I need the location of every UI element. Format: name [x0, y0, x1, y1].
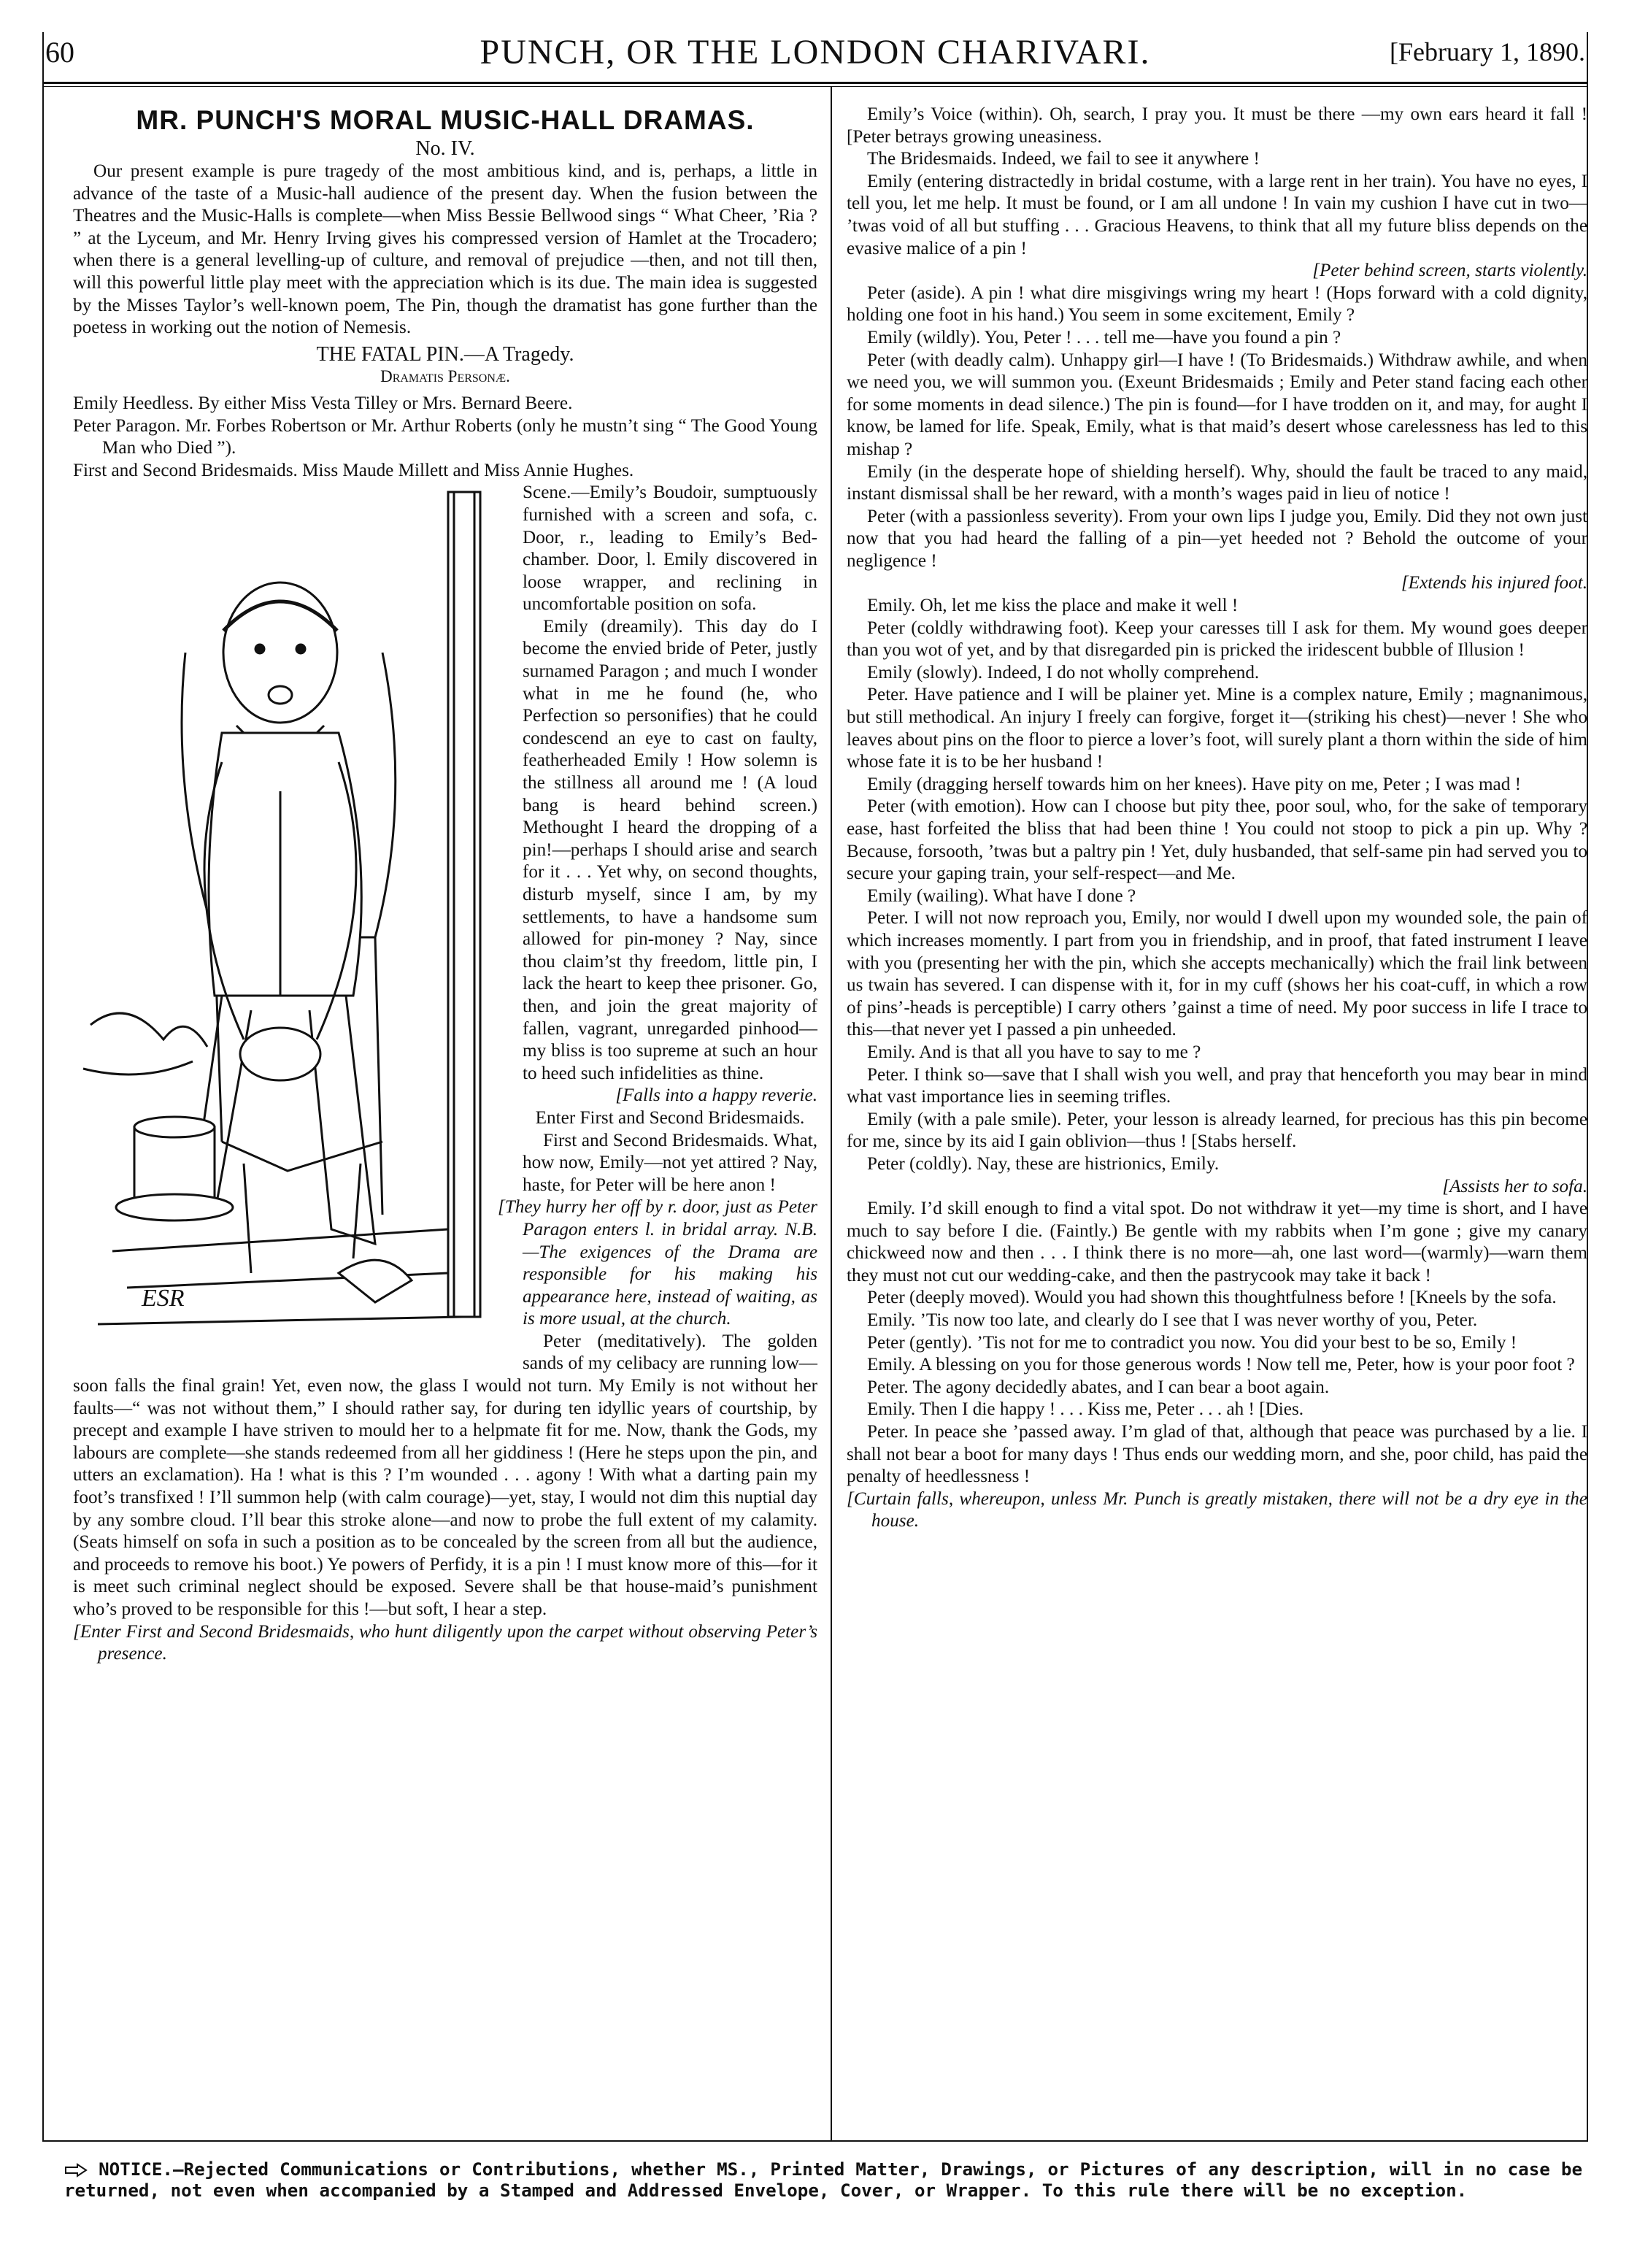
dialogue-line: Peter (aside). A pin ! what dire misgivings wring my heart ! (Hops forward with a cold dignity, holding one foot in his hand.) You seem in some excitement, Emily ? — [847, 282, 1587, 326]
left-column — [73, 104, 817, 1666]
cast-peter: Peter Paragon. Mr. Forbes Robertson or Mr. Arthur Roberts (only he mustn’t sing “ The Good Young Man who Died ”). — [73, 415, 817, 458]
dialogue-line: Peter. In peace she ’passed away. I’m glad of that, although that peace was purchased by a lie. I shall not bear a boot for many days ! Thus ends our wedding morn, and she, poor child, has paid the penalty of heedlessness ! — [847, 1422, 1587, 1487]
column-divider — [831, 86, 832, 2140]
pointing-hand-icon — [64, 2163, 88, 2177]
dialogue-line: Emily. And is that all you have to say to me ? — [867, 1042, 1201, 1062]
dialogue-line: Emily (entering distractedly in bridal costume, with a large rent in her train). You have no eyes, I tell you, let me help. It must be found, or I am all undone ! In vain my cushion I have cut in two— ’twas void of all but stuffing . . . Gracious Heavens, to think that all my future bliss depends on the evasive malice of a pin ! — [847, 171, 1587, 258]
dialogue-line: Emily. I’d skill enough to find a vital spot. Do not withdraw it yet—my time is short, and I have much to say before I die. (Faintly.) Be gentle with my rabbits when I’m gone ; give my canary chickweed now and then . . . I think there is no more—ah, one last word—(warmly)—warn them they must not cut our wedding-cake, and then the pastrycook may take it back ! — [847, 1199, 1587, 1285]
frame-left — [42, 32, 44, 2142]
dialogue-line: Peter. I think so—save that I shall wish you well, and pray that henceforth you may bear in mind what vast importance lies in seeming trifles. — [847, 1064, 1587, 1107]
dialogue-line: Emily (wailing). What have I done ? — [867, 885, 1136, 906]
dialogue-line: Peter. Have patience and I will be plainer yet. Mine is a complex nature, Emily ; magnanimous, but still methodical. An injury I freely can forgive, forget it—(striking his chest)—never ! She who leaves about pins on the floor to pierce a lover’s foot, will surely plant a thorn within the side of him whose fate it is to be her husband ! — [847, 685, 1587, 772]
dialogue-line: Peter. I will not now reproach you, Emily, nor would I dwell upon my wounded sole, the pain of which increases momently. I part from you in friendship, and in proof, that fated instrument I leave with you (presenting her with the pin, which she accepts mechanically) which the frail link between us twain has severed. I can dispense with it, for in my cuff (shows her his coat-cuff, in which a row of pins’-heads is perceptible) I carry others ’gainst a time of need. My poor success in life I trace to this—that never yet I passed a pin unheeded. — [847, 908, 1587, 1040]
article-title: MR. PUNCH'S MORAL MUSIC-HALL DRAMAS. — [136, 105, 755, 135]
dialogue-line: Peter (gently). ’Tis not for me to contradict you now. You did your best to be so, Emily ! — [867, 1332, 1517, 1353]
dialogue-line: Peter (with a passionless severity). From your own lips I judge you, Emily. Did they not own just now that you had heard the falling of a pin—yet heeded not ? Behold the outcome of your negligence ! — [847, 506, 1587, 571]
dialogue-line: Peter (with deadly calm). Unhappy girl—I have ! (To Bridesmaids.) Withdraw awhile, and when we need you, we will summon you. (Exeunt Bridesmaids ; Emily and Peter stand facing each other for some moments in dead silence.) The pin is found—for I have trodden on it, and may, for aught I know, be lamed for life. Speak, Emily, what is that maid’s desert whose carelessness has led to this mishap ? — [847, 350, 1587, 459]
dialogue-line: The Bridesmaids. Indeed, we fail to see it anywhere ! — [867, 149, 1260, 169]
cast-bridesmaids: First and Second Bridesmaids. Miss Maude Millett and Miss Annie Hughes. — [73, 460, 634, 480]
stage-direction-enter: Enter First and Second Bridesmaids. — [535, 1107, 805, 1128]
dialogue-line: Emily. A blessing on you for those generous words ! Now tell me, Peter, how is your poor foot ? — [867, 1355, 1575, 1375]
stage-direction-scene: Scene.—Emily’s Boudoir, sumptuously furnished with a screen and sofa, c. Door, r., leading to Emily’s Bed-chamber. Door, l. Emily discovered in loose wrapper, and reclining in uncomfortable position on sofa. — [523, 483, 817, 615]
masthead-rule — [42, 82, 1588, 84]
dialogue-line: Emily. Then I die happy ! . . . Kiss me, Peter . . . ah ! [Dies. — [867, 1399, 1304, 1420]
illustration-signature: ESR — [142, 1285, 185, 1312]
article-number: No. IV. — [415, 137, 475, 160]
dialogue-line: Emily. Oh, let me kiss the place and make it well ! — [867, 596, 1239, 616]
notice — [64, 2159, 1582, 2202]
dialogue-line: Emily (in the desperate hope of shielding herself). Why, should the fault be traced to any maid, instant dismissal shall be her reward, with a month’s wages paid in lieu of notice ! — [847, 461, 1587, 504]
dialogue-line: Emily (wildly). You, Peter ! . . . tell me—have you found a pin ? — [867, 327, 1341, 347]
dialogue-line: Emily (dragging herself towards him on her knees). Have pity on me, Peter ; I was mad ! — [867, 774, 1522, 794]
stage-direction: [Peter behind screen, starts violently. — [1312, 261, 1587, 281]
dialogue-line: Peter (deeply moved). Would you had shown this thoughtfulness before ! [Kneels by the sofa. — [867, 1288, 1557, 1308]
play-title: THE FATAL PIN.—A Tragedy. — [316, 342, 574, 366]
bridesmaids-speech-1: First and Second Bridesmaids. What, how now, Emily—not yet attired ? Nay, haste, for Peter will be here anon ! — [523, 1130, 817, 1195]
dialogue-line: Emily (slowly). Indeed, I do not wholly comprehend. — [867, 662, 1260, 683]
stage-direction-curtain: [Curtain falls, whereupon, unless Mr. Punch is greatly mistaken, there will not be a dry eye in the house. — [847, 1488, 1587, 1531]
chair-figure-illustration — [69, 485, 512, 1352]
bottom-rule — [42, 2140, 1588, 2142]
masthead-title: PUNCH, OR THE LONDON CHARIVARI. — [480, 33, 1151, 72]
emily-speech-1: Emily (dreamily). This day do I become the envied bride of Peter, justly surnamed Paragon ; and much I wonder what in me he found (he, who Perfection so personifies) that he could condescend an eye to cast on faulty, featherheaded Emily ! How solemn is the stillness all around me ! (A loud bang is heard behind screen.) Methought I heard the dropping of a pin!—perhaps I should arise and search for it . . . Yet why, on second thoughts, disturb myself, since I am, by my settlements, to have a handsome sum allowed for pin-money ? Nay, since thou claim’st thy freedom, little pin, I lack the heart to keep thee prisoner. Go, then, and join the great majority of fallen, vagrant, unregarded pinhood—my bliss is too supreme at such an hour to heed such infidelities as thine. — [523, 616, 817, 1083]
stage-direction-hurry: [They hurry her off by r. door, just as Peter Paragon enters l. in bridal array. N.B.—The exigences of the Drama are responsible for his making his appearance here, instead of waiting, as is more usual, at the church. — [498, 1197, 817, 1329]
dialogue-line: Emily (with a pale smile). Peter, your lesson is already learned, for precious has this pin become for me, since by its aid I gain oblivion—thus ! [Stabs herself. — [847, 1109, 1587, 1152]
dramatis-heading: Dramatis Personæ. — [380, 367, 510, 386]
stage-direction: [Assists her to sofa. — [1442, 1176, 1587, 1196]
dialogue-line: Emily. ’Tis now too late, and clearly do I see that I was never worthy of you, Peter. — [867, 1310, 1478, 1331]
dialogue-line: Peter. The agony decidedly abates, and I can bear a boot again. — [867, 1377, 1330, 1397]
dialogue-line: Peter (coldly withdrawing foot). Keep your caresses till I ask for them. My wound goes deeper than you wot of yet, and by that disregarded pin is pricked the iridescent bubble of Illusion ! — [847, 618, 1587, 661]
dialogue-line: Peter (with emotion). How can I choose but pity thee, poor soul, who, for the sake of temporary ease, hast forfeited the bliss that had been thine ! You could not stoop to pick a pin up. Why ? Because, forsooth, ’twas but a paltry pin ! Yet, duly husbanded, that self-same pin had served you to secure your gaping train, your self-respect—and Me. — [847, 796, 1587, 884]
stage-direction-hunt: [Enter First and Second Bridesmaids, who hunt diligently upon the carpet without observing Peter’s presence. — [73, 1621, 817, 1664]
page-number: 60 — [45, 36, 74, 69]
issue-date: [February 1, 1890. — [1390, 37, 1585, 66]
stage-direction: [Extends his injured foot. — [1401, 573, 1587, 593]
stage-direction-reverie: [Falls into a happy reverie. — [615, 1085, 817, 1106]
right-column — [847, 104, 1587, 1533]
cast-emily: Emily Heedless. By either Miss Vesta Tilley or Mrs. Bernard Beere. — [73, 393, 573, 413]
dialogue-line: Peter (coldly). Nay, these are histrionics, Emily. — [867, 1153, 1220, 1174]
dialogue-line: Emily’s Voice (within). Oh, search, I pray you. It must be there —my own ears heard it fall ! [Peter betrays growing uneasiness. — [847, 104, 1587, 147]
masthead-rule-thin — [42, 86, 1588, 87]
intro-paragraph: Our present example is pure tragedy of the most ambitious kind, and is, perhaps, a little in advance of the taste of a Music-hall audience of the present day. When the fusion between the Theatres and the Music-Halls is complete—when Miss Bessie Bellwood sings “ What Cheer, ’Ria ? ” at the Lyceum, and Mr. Henry Irving gives his compressed version of Hamlet at the Trocadero; when there is a general levelling-up of culture, and removal of prejudice —then, and not till then, will this powerful little play meet with the appreciation which is its due. The main idea is suggested by the Misses Taylor’s well-known poem, The Pin, though the dramatist has gone further than the poetess in working out the notion of Nemesis. — [73, 161, 817, 338]
notice-text: NOTICE.—Rejected Communications or Contributions, whether MS., Printed Matter, Drawings, or Pictures of any description, will in no case be returned, not even when accompanied by a Stamped and Addressed Envelope, Cover, or Wrapper. To this rule there will be no exception. — [64, 2159, 1583, 2201]
peter-speech-1: Peter (meditatively). The golden sands of my celibacy are running low—soon falls the final grain! Yet, even now, the glass I would not turn. My Emily is not without her faults—“ was not without them,” I should rather say, for during ten idyllic years of courtship, by precept and example I have striven to mould her to a helpmate fit for me. Now, thank the Gods, my labours are complete—she stands redeemed from all her giddiness ! (Here he steps upon the pin, and utters an exclamation). Ha ! what is this ? I’m wounded . . . agony ! With what a darting pain my foot’s transfixed ! I’ll summon help (with calm courage)—yet, stay, I would not dim this nuptial day by any sombre cloud. I’ll bear this stroke alone—and now to probe the full extent of my calamity. (Seats himself on sofa in such a position as to be concealed by the screen from all but the audience, and proceeds to remove his boot.) Ye powers of Perfidy, it is a pin ! I must know more of this—for it is meet such criminal neglect should be exposed. Severe shall be that house-maid’s punishment who’s proved to be responsible for this !—but soft, I hear a step. — [73, 1331, 817, 1619]
illustration — [69, 485, 512, 1352]
masthead — [42, 32, 1588, 79]
